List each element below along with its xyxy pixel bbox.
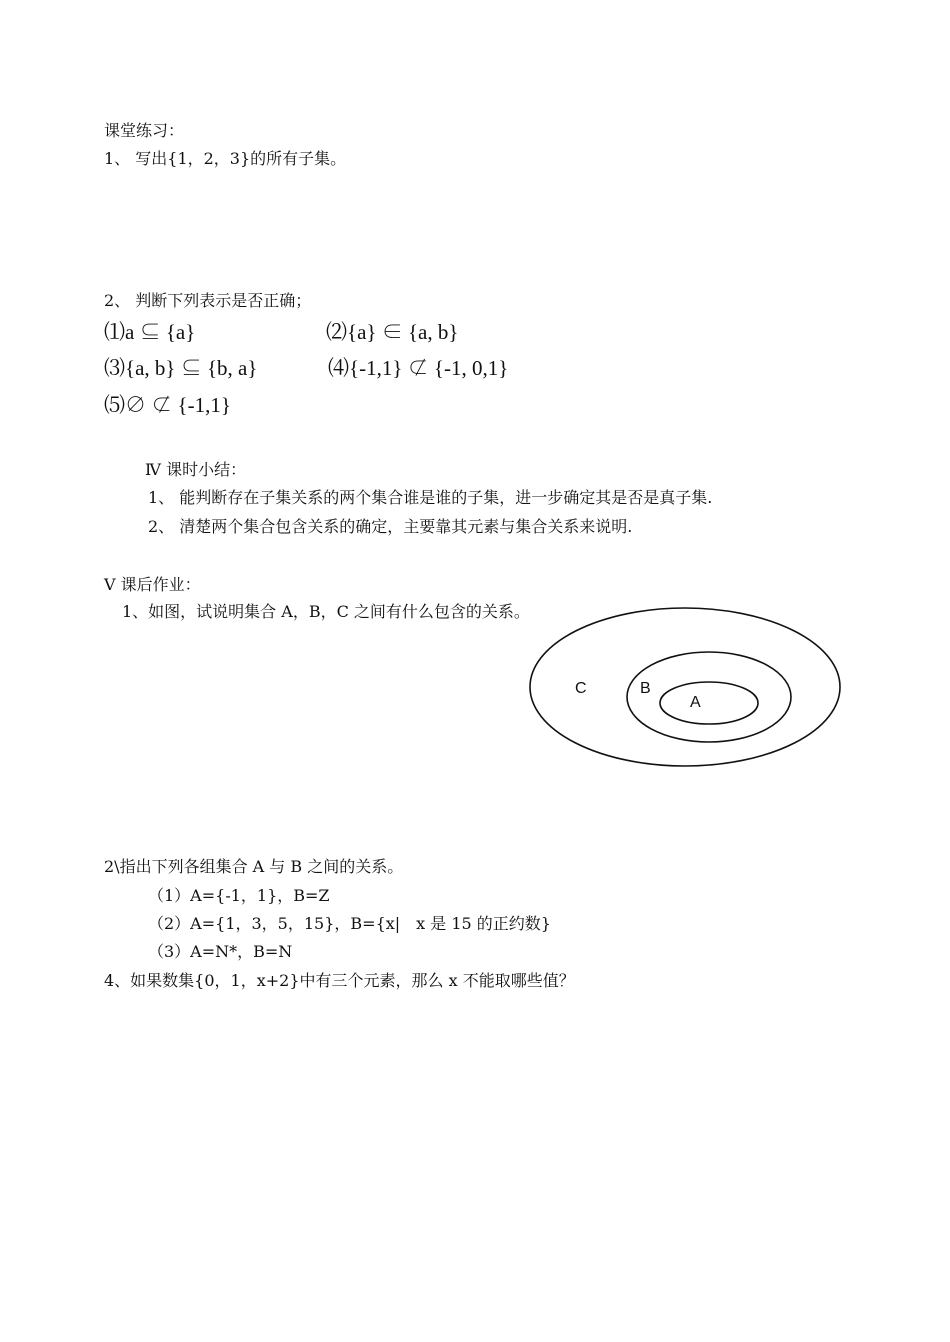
math-item-5: ⑸∅ ⊄ {-1,1} <box>104 393 231 417</box>
homework-q2-item-2: （2）A={1，3，5，15}，B={x| x 是 15 的正约数} <box>148 914 551 933</box>
homework-question-2: 2\指出下列各组集合 A 与 B 之间的关系。 <box>104 857 404 876</box>
math-item-2: ⑵{a} ∈ {a, b} <box>326 320 459 344</box>
math-item-4: ⑷{-1,1} ⊄ {-1, 0,1} <box>328 356 509 380</box>
exercise-question-2: 2、 判断下列表示是否正确； <box>104 291 312 310</box>
exercise-question-1: 1、 写出{1，2，3}的所有子集。 <box>104 149 347 168</box>
summary-point-2: 2、 清楚两个集合包含关系的确定，主要靠其元素与集合关系来说明. <box>148 517 633 536</box>
venn-diagram <box>525 604 845 774</box>
homework-q2-item-1: （1）A={-1，1}，B=Z <box>148 886 330 905</box>
math-item-3: ⑶{a, b} ⊆ {b, a} <box>104 356 258 380</box>
set-a-label: A <box>690 694 701 711</box>
set-b-label: B <box>640 680 651 697</box>
summary-heading: Ⅳ 课时小结： <box>145 460 247 479</box>
set-a-ellipse <box>660 682 758 724</box>
set-b-ellipse <box>627 652 791 742</box>
homework-heading: Ⅴ 课后作业： <box>104 575 201 594</box>
exercise-heading: 课堂练习： <box>104 121 185 140</box>
summary-point-1: 1、 能判断存在子集关系的两个集合谁是谁的子集，进一步确定其是否是真子集. <box>148 488 713 507</box>
homework-question-1: 1、如图，试说明集合 A，B，C 之间有什么包含的关系。 <box>122 602 530 621</box>
homework-question-4: 4、如果数集{0，1，x+2}中有三个元素，那么 x 不能取哪些值？ <box>104 971 575 990</box>
math-item-1: ⑴a ⊆ {a} <box>104 320 196 344</box>
set-c-label: C <box>575 680 587 697</box>
homework-q2-item-3: （3）A=N*，B=N <box>148 942 293 961</box>
